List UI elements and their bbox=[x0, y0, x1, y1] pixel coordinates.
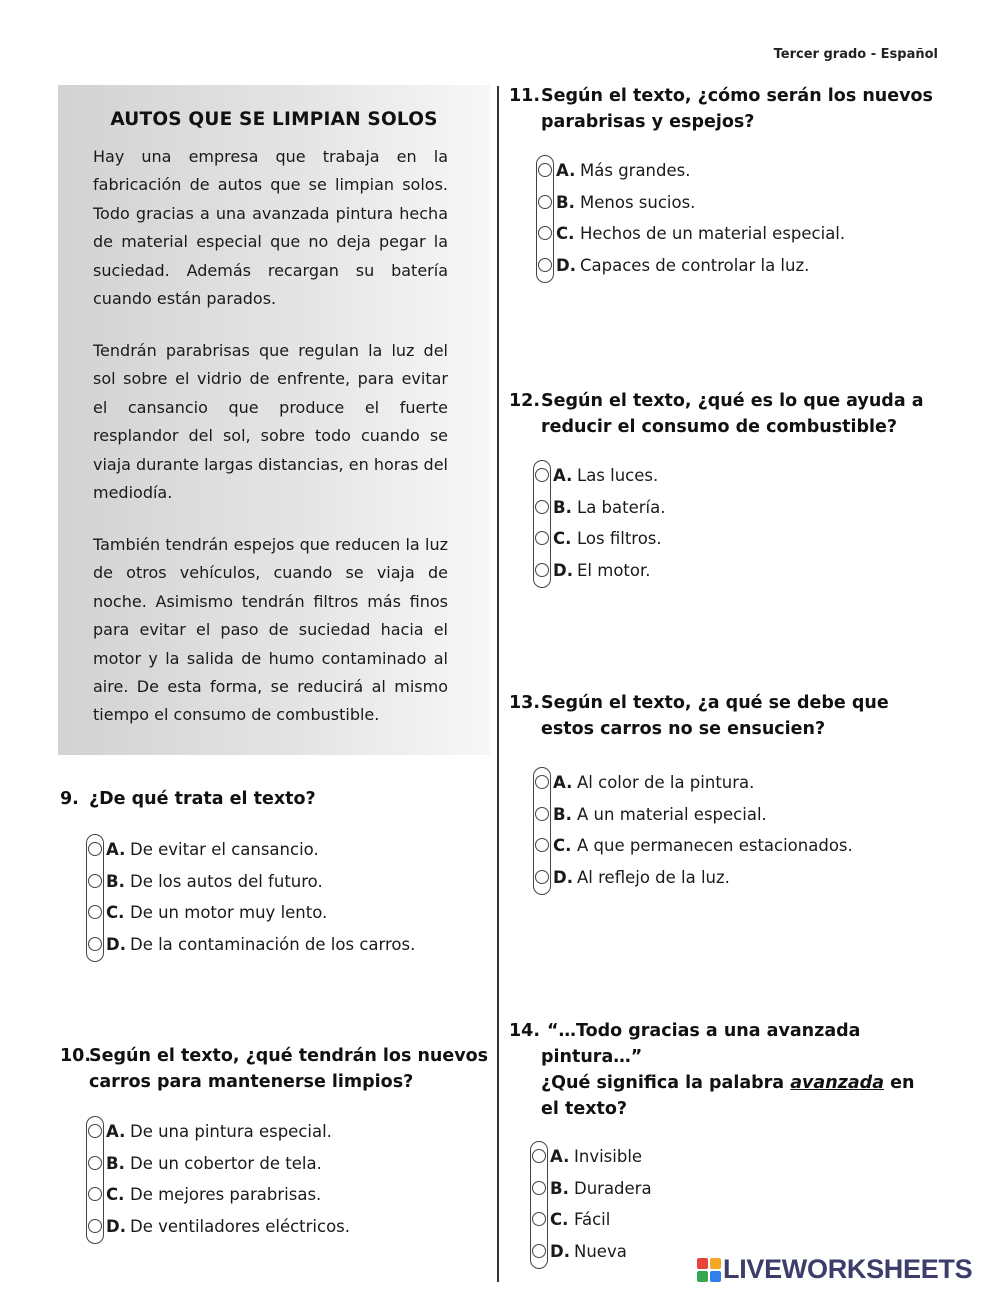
radio-icon[interactable] bbox=[538, 258, 552, 272]
options-q13 bbox=[533, 767, 953, 895]
question-number: 14. bbox=[509, 1021, 541, 1041]
radio-icon[interactable] bbox=[532, 1149, 546, 1163]
radio-icon[interactable] bbox=[88, 874, 102, 888]
option-letter: A. bbox=[550, 1147, 570, 1166]
option-letter: A. bbox=[553, 466, 573, 485]
option-text: Hechos de un material especial. bbox=[580, 224, 846, 243]
option-letter: B. bbox=[550, 1179, 569, 1198]
question-number: 13. bbox=[509, 693, 541, 713]
question-11 bbox=[509, 83, 949, 139]
option-text: De ventiladores eléctricos. bbox=[130, 1217, 351, 1236]
option-letter: B. bbox=[553, 498, 572, 517]
question-ask-line-2: el texto? bbox=[541, 1099, 628, 1119]
options-q10 bbox=[86, 1116, 486, 1244]
question-10 bbox=[60, 1043, 490, 1099]
option-letter: D. bbox=[553, 561, 573, 580]
radio-icon[interactable] bbox=[538, 163, 552, 177]
option-letter: C. bbox=[553, 529, 572, 548]
radio-icon[interactable] bbox=[88, 905, 102, 919]
radio-icon[interactable] bbox=[535, 468, 549, 482]
option-letter: D. bbox=[553, 868, 573, 887]
option-text: Las luces. bbox=[577, 466, 659, 485]
liveworksheets-logo[interactable] bbox=[697, 1253, 997, 1285]
reading-passage-box bbox=[58, 85, 490, 755]
question-text-line-1: Según el texto, ¿a qué se debe que bbox=[541, 693, 889, 713]
question-quote-line-1: “…Todo gracias a una avanzada bbox=[547, 1021, 861, 1041]
option-text: De evitar el cansancio. bbox=[130, 840, 319, 859]
option-text: Duradera bbox=[574, 1179, 652, 1198]
radio-icon[interactable] bbox=[532, 1212, 546, 1226]
radio-icon[interactable] bbox=[535, 500, 549, 514]
ask-prefix: ¿Qué significa la palabra bbox=[541, 1073, 791, 1093]
radio-icon[interactable] bbox=[88, 937, 102, 951]
logo-blocks-icon bbox=[697, 1258, 721, 1282]
options-q11 bbox=[536, 155, 956, 283]
question-text: ¿De qué trata el texto? bbox=[89, 789, 316, 809]
radio-icon[interactable] bbox=[88, 842, 102, 856]
radio-icon[interactable] bbox=[535, 870, 549, 884]
option-text: Los filtros. bbox=[577, 529, 662, 548]
radio-icon[interactable] bbox=[538, 226, 552, 240]
option-letter: A. bbox=[106, 840, 126, 859]
question-14 bbox=[509, 1018, 949, 1126]
radio-icon[interactable] bbox=[535, 775, 549, 789]
ask-suffix: en bbox=[884, 1073, 915, 1093]
option-text: De la contaminación de los carros. bbox=[130, 935, 416, 954]
question-text-line-1: Según el texto, ¿cómo serán los nuevos bbox=[541, 86, 933, 106]
option-letter: C. bbox=[553, 836, 572, 855]
reading-title: AUTOS QUE SE LIMPIAN SOLOS bbox=[110, 109, 438, 130]
radio-icon[interactable] bbox=[88, 1219, 102, 1233]
option-text: El motor. bbox=[577, 561, 651, 580]
option-text: Al color de la pintura. bbox=[577, 773, 755, 792]
option-text: De una pintura especial. bbox=[130, 1122, 332, 1141]
option-text: Menos sucios. bbox=[580, 193, 696, 212]
option-letter: D. bbox=[550, 1242, 570, 1261]
option-text: Al reflejo de la luz. bbox=[577, 868, 730, 887]
options-q14 bbox=[530, 1141, 830, 1269]
question-ask-line-1 bbox=[541, 1070, 914, 1096]
option-text: De los autos del futuro. bbox=[130, 872, 323, 891]
header-label: Tercer grado - Español bbox=[773, 47, 938, 62]
option-letter: C. bbox=[106, 903, 125, 922]
question-number: 10. bbox=[60, 1046, 92, 1066]
option-letter: D. bbox=[106, 1217, 126, 1236]
option-text: A un material especial. bbox=[577, 805, 767, 824]
option-letter: B. bbox=[106, 872, 125, 891]
question-text-line-1: Según el texto, ¿qué tendrán los nuevos bbox=[89, 1046, 489, 1066]
option-text: Invisible bbox=[574, 1147, 643, 1166]
option-text: De un cobertor de tela. bbox=[130, 1154, 322, 1173]
option-letter: A. bbox=[106, 1122, 126, 1141]
question-number: 9. bbox=[60, 789, 79, 809]
column-divider bbox=[497, 86, 499, 1282]
radio-icon[interactable] bbox=[535, 563, 549, 577]
option-text: De mejores parabrisas. bbox=[130, 1185, 322, 1204]
radio-icon[interactable] bbox=[88, 1156, 102, 1170]
question-12 bbox=[509, 388, 949, 444]
option-letter: C. bbox=[556, 224, 575, 243]
radio-icon[interactable] bbox=[535, 531, 549, 545]
option-text: De un motor muy lento. bbox=[130, 903, 328, 922]
option-letter: B. bbox=[553, 805, 572, 824]
question-13 bbox=[509, 690, 949, 746]
option-text: La batería. bbox=[577, 498, 666, 517]
question-number: 11. bbox=[509, 86, 541, 106]
options-q12 bbox=[533, 460, 953, 588]
question-text-line-2: reducir el consumo de combustible? bbox=[541, 417, 898, 437]
question-text-line-2: estos carros no se ensucien? bbox=[541, 719, 826, 739]
option-letter: C. bbox=[550, 1210, 569, 1229]
option-text: Nueva bbox=[574, 1242, 627, 1261]
option-text: Fácil bbox=[574, 1210, 611, 1229]
question-number: 12. bbox=[509, 391, 541, 411]
question-quote-line-2: pintura…” bbox=[541, 1047, 643, 1067]
radio-icon[interactable] bbox=[532, 1244, 546, 1258]
radio-icon[interactable] bbox=[535, 807, 549, 821]
radio-icon[interactable] bbox=[88, 1187, 102, 1201]
question-text-line-2: parabrisas y espejos? bbox=[541, 112, 755, 132]
option-letter: B. bbox=[106, 1154, 125, 1173]
paragraph-1: Hay una empresa que trabaja en la fabricación de autos que se limpian solos. Todo gracias a una avanzada pintura hecha de material especial que no deja pegar la suciedad. Además recargan su batería cuando están parados. bbox=[93, 147, 448, 309]
option-letter: C. bbox=[106, 1185, 125, 1204]
option-text: Más grandes. bbox=[580, 161, 691, 180]
option-letter: A. bbox=[556, 161, 576, 180]
option-letter: D. bbox=[556, 256, 576, 275]
option-letter: D. bbox=[106, 935, 126, 954]
paragraph-2: Tendrán parabrisas que regulan la luz del sol sobre el vidrio de enfrente, para evitar el cansancio que produce el fuerte resplandor del sol, sobre todo cuando se viaja durante largas distancias, en horas del mediodía. bbox=[93, 341, 448, 503]
paragraph-3: También tendrán espejos que reducen la luz de otros vehículos, cuando se viaja de noche. Asimismo tendrán filtros más finos para evitar el paso de suciedad hacia el motor y la salida de humo contaminado al aire. De esta forma, se reducirá al mismo tiempo el consumo de combustible. bbox=[93, 535, 448, 725]
logo-text: LIVEWORKSHEETS bbox=[723, 1254, 973, 1284]
radio-icon[interactable] bbox=[538, 195, 552, 209]
question-text-line-1: Según el texto, ¿qué es lo que ayuda a bbox=[541, 391, 924, 411]
options-q9 bbox=[86, 834, 486, 962]
option-text: Capaces de controlar la luz. bbox=[580, 256, 810, 275]
option-letter: B. bbox=[556, 193, 575, 212]
radio-icon[interactable] bbox=[535, 838, 549, 852]
radio-icon[interactable] bbox=[88, 1124, 102, 1138]
radio-icon[interactable] bbox=[532, 1181, 546, 1195]
ask-keyword: avanzada bbox=[790, 1073, 885, 1093]
option-text: A que permanecen estacionados. bbox=[577, 836, 853, 855]
question-9 bbox=[60, 786, 480, 816]
question-text-line-2: carros para mantenerse limpios? bbox=[89, 1072, 414, 1092]
option-letter: A. bbox=[553, 773, 573, 792]
